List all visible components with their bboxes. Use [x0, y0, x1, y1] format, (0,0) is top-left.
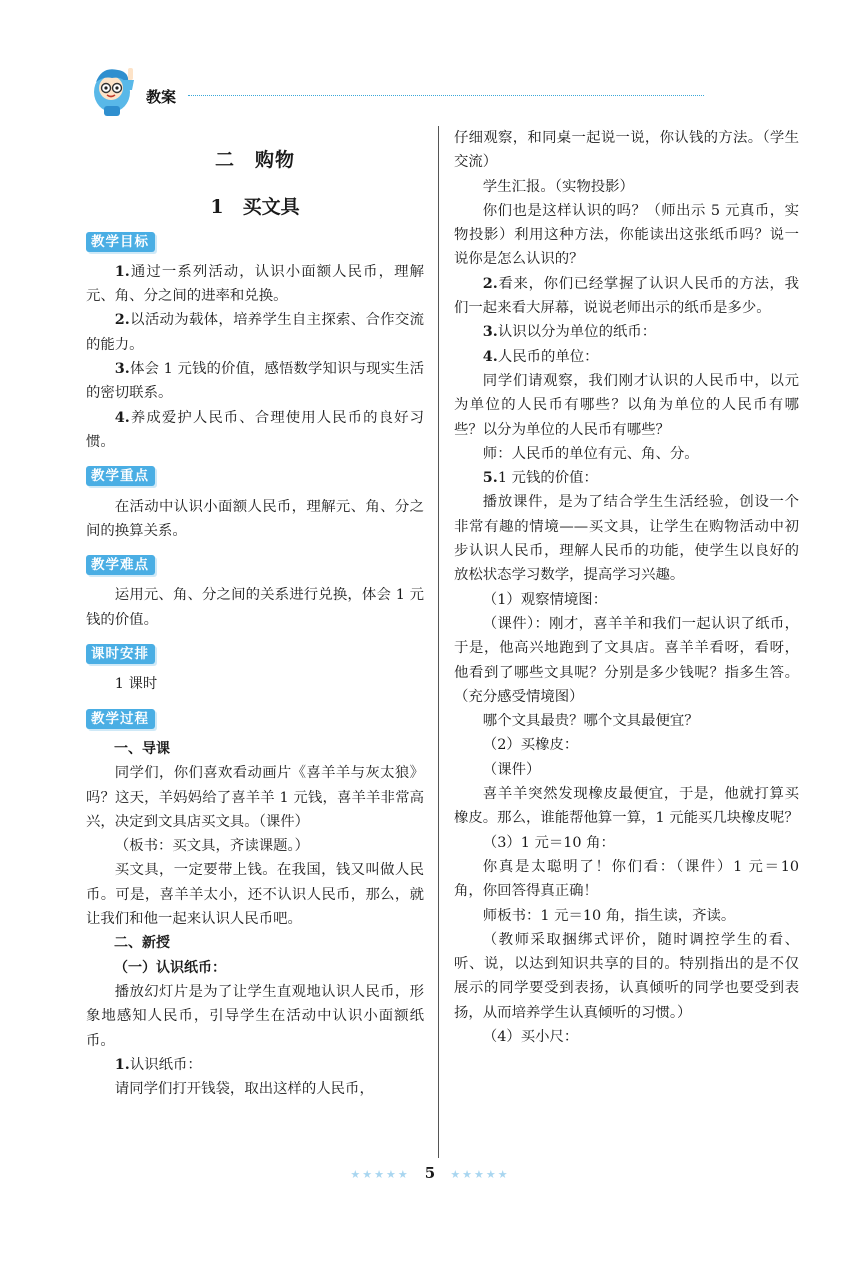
step-text: 认识纸币： — [129, 1056, 202, 1073]
objective-number: 4. — [114, 408, 130, 426]
key-points-text: 在活动中认识小面额人民币，理解元、角、分之间的换算关系。 — [86, 498, 424, 539]
step-item — [454, 466, 799, 490]
objective-text: 以活动为载体，培养学生自主探索、合作交流的能力。 — [86, 312, 424, 353]
paragraph: （3）1 元＝10 角： — [482, 834, 615, 851]
header-label: 教案 — [146, 88, 177, 106]
page-footer — [0, 1163, 860, 1182]
objective-item — [86, 260, 424, 309]
paragraph: 播放课件，是为了结合学生生活经验，创设一个非常有趣的情境——买文具，让学生在购物活动中初步认识人民币，理解人民币的功能，使学生以良好的放松状态学习数学，提高学习兴趣。 — [454, 494, 799, 584]
tag-objectives-label: 教学目标 — [86, 232, 155, 252]
tag-key-points — [86, 464, 155, 488]
objective-number: 3. — [114, 360, 130, 378]
schedule-text: 1 课时 — [114, 676, 158, 693]
step-text: 认识以分为单位的纸币： — [497, 324, 657, 341]
objective-item — [86, 357, 424, 406]
step-number: 3. — [482, 323, 498, 341]
star-decoration-right-icon: ★★★★★ — [450, 1168, 510, 1181]
section-new-title: 二、新授 — [114, 935, 170, 952]
tag-key-points-label: 教学重点 — [86, 466, 155, 486]
mascot-icon — [84, 62, 142, 120]
paragraph: （教师采取捆绑式评价，随时调控学生的看、听、说，以达到知识共享的目的。特别指出的是不仅展示的同学要受到表扬，认真倾听的同学也要受到表扬，从而培养学生认真倾听的习惯。） — [454, 931, 799, 1021]
step-item — [454, 345, 799, 369]
step-text: 1 元钱的价值： — [497, 470, 598, 487]
tag-schedule — [86, 642, 155, 666]
paragraph: 同学们，你们喜欢看动画片《喜羊羊与灰太狼》吗？这天，羊妈妈给了喜羊羊 1 元钱，喜羊羊非常高兴，决定到文具店买文具。（课件） — [86, 765, 424, 830]
paragraph: 你真是太聪明了！你们看：（课件）1 元＝10 角，你回答得真正确！ — [454, 858, 799, 900]
star-decoration-left-icon: ★★★★★ — [350, 1168, 410, 1181]
right-column — [454, 126, 799, 1049]
paragraph: 播放幻灯片是为了让学生直观地认识人民币，形象地感知人民币，引导学生在活动中认识小面额纸币。 — [86, 983, 424, 1049]
objective-text: 体会 1 元钱的价值，感悟数学知识与现实生活的密切联系。 — [86, 361, 424, 402]
step-item — [454, 272, 799, 321]
paragraph: 同学们请观察，我们刚才认识的人民币中，以元为单位的人民币有哪些？以角为单位的人民币有哪些？以分为单位的人民币有哪些？ — [454, 372, 799, 438]
objective-number: 2. — [114, 311, 130, 329]
paragraph: 师：人民币的单位有元、角、分。 — [482, 445, 699, 462]
objective-text: 通过一系列活动，认识小面额人民币，理解元、角、分之间的进率和兑换。 — [86, 263, 424, 305]
tag-process — [86, 707, 155, 731]
paragraph: 买文具，一定要带上钱。在我国，钱又叫做人民币。可是，喜羊羊太小，还不认识人民币，那么，就让我们和他一起来认识人民币吧。 — [86, 862, 424, 928]
step-number: 5. — [482, 469, 498, 487]
paragraph: 仔细观察，和同桌一起说一说，你认钱的方法。（学生交流） — [454, 130, 799, 171]
objective-item — [86, 406, 424, 455]
section-intro-title: 一、导课 — [114, 740, 170, 757]
step-item — [454, 320, 799, 344]
page-number: 5 — [424, 1164, 436, 1182]
paragraph: （4）买小尺： — [482, 1028, 579, 1045]
tag-difficulties-label: 教学难点 — [86, 555, 155, 575]
paragraph: 哪个文具最贵？哪个文具最便宜？ — [482, 713, 699, 730]
tag-process-label: 教学过程 — [86, 709, 155, 729]
paragraph: 喜羊羊突然发现橡皮最便宜，于是，他就打算买橡皮。那么，谁能帮他算一算，1 元能买几块橡皮呢？ — [454, 786, 799, 827]
paragraph: （课件）：刚才，喜羊羊和我们一起认识了纸币，于是，他高兴地跑到了文具店。喜羊羊看呀，看呀，他看到了哪些文具呢？分别是多少钱呢？指多生答。（充分感受情境图） — [454, 615, 799, 705]
paragraph: 学生汇报。（实物投影） — [482, 178, 634, 195]
chapter-title: 二 购物 — [214, 149, 295, 171]
step-number: 1. — [114, 1055, 130, 1073]
header-dotted-rule — [188, 95, 704, 96]
objective-number: 1. — [114, 262, 130, 280]
difficulties-text: 运用元、角、分之间的关系进行兑换，体会 1 元钱的价值。 — [86, 587, 424, 628]
objective-text: 养成爱护人民币、合理使用人民币的良好习惯。 — [86, 409, 424, 450]
step-number: 2. — [482, 274, 498, 292]
paragraph: 请同学们打开钱袋，取出这样的人民币， — [114, 1081, 374, 1098]
step-text: 看来，你们已经掌握了认识人民币的方法，我们一起来看大屏幕，说说老师出示的纸币是多少。 — [454, 275, 799, 317]
paragraph: 师板书：1 元＝10 角，指生读，齐读。 — [482, 907, 736, 924]
step-text: 人民币的单位： — [497, 348, 599, 365]
paragraph: （2）买橡皮： — [482, 737, 579, 754]
page-header — [84, 62, 624, 122]
objective-item — [86, 308, 424, 357]
column-divider — [438, 126, 439, 1158]
paragraph: （板书：买文具，齐读课题。） — [114, 838, 310, 855]
paragraph: 你们也是这样认识的吗？（师出示 5 元真币，实物投影）利用这种方法，你能读出这张纸币吗？说一说你是怎么认识的？ — [454, 202, 799, 268]
tag-objectives — [86, 230, 155, 254]
paragraph: （1）观察情境图： — [482, 591, 608, 608]
lesson-title: 1 买文具 — [210, 196, 300, 219]
tag-difficulties — [86, 553, 155, 577]
left-column — [86, 126, 424, 1101]
subsection-title: （一）认识纸币： — [114, 959, 226, 976]
step-number: 4. — [482, 347, 498, 365]
step-item — [86, 1053, 424, 1077]
paragraph: （课件） — [482, 761, 541, 778]
tag-schedule-label: 课时安排 — [86, 644, 155, 664]
